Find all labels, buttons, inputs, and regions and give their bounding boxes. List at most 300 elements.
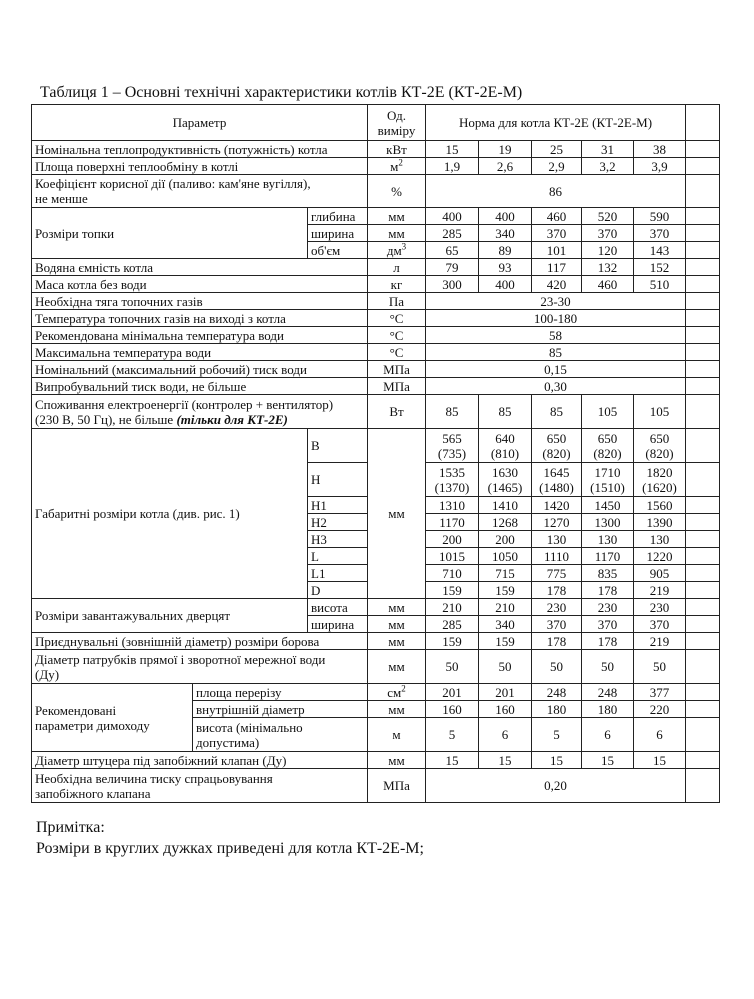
value-text: 2,9 xyxy=(548,158,565,174)
value-cell xyxy=(634,463,686,497)
value-text: 178 xyxy=(546,582,567,598)
param-label-text: Номінальна теплопродуктивність (потужність) котла xyxy=(35,141,328,157)
unit-cell xyxy=(368,158,426,175)
value-text: 100-180 xyxy=(533,310,578,326)
value-cell xyxy=(479,463,532,497)
value-cell xyxy=(582,565,634,582)
value-cell xyxy=(532,633,582,650)
param-label xyxy=(32,327,368,344)
value-text: 300 xyxy=(442,276,462,292)
row-mass xyxy=(32,276,720,293)
unit-cell xyxy=(368,276,426,293)
value-text: 89 xyxy=(498,242,512,258)
value-cell xyxy=(582,242,634,259)
value-text: 835 xyxy=(597,565,618,581)
value-text: 1170 xyxy=(439,514,465,530)
value-text: 152 xyxy=(649,259,670,275)
value-cell xyxy=(582,208,634,225)
blank-cell xyxy=(686,752,720,769)
blank-cell xyxy=(686,276,720,293)
value-cell xyxy=(634,225,686,242)
param-label-emphasis: (тільки для КТ-2Е) xyxy=(176,411,288,427)
blank-cell xyxy=(686,259,720,276)
param-label xyxy=(32,429,308,599)
value-text: 132 xyxy=(597,259,618,275)
sub-label-text: ширина xyxy=(311,225,355,241)
value-cell xyxy=(426,514,479,531)
value-text: 178 xyxy=(597,582,618,598)
value-text: 1270 xyxy=(543,514,570,530)
value-cell xyxy=(532,141,582,158)
dim-letter xyxy=(308,497,368,514)
param-label xyxy=(32,175,368,208)
row-area xyxy=(32,158,720,175)
blank-cell xyxy=(686,514,720,531)
value-text: 285 xyxy=(442,225,462,241)
value-cell xyxy=(426,463,479,497)
unit-cell xyxy=(368,752,426,769)
param-label-line1: Коефіцієнт корисної дії (паливо: кам'яне вугілля), xyxy=(35,176,311,191)
value-cell xyxy=(582,701,634,718)
blank-cell xyxy=(686,531,720,548)
value-cell xyxy=(532,701,582,718)
value-cell xyxy=(582,158,634,175)
value-text: 50 xyxy=(550,659,563,674)
value-cell xyxy=(582,225,634,242)
unit-cell xyxy=(368,361,426,378)
value-cell-merged xyxy=(426,361,686,378)
value-text: 180 xyxy=(546,701,567,717)
value-text: 50 xyxy=(498,659,512,674)
blank-cell xyxy=(686,361,720,378)
value-alt: (735) xyxy=(437,445,467,461)
value-cell xyxy=(634,497,686,514)
value-cell xyxy=(582,514,634,531)
value-text: 230 xyxy=(597,599,618,615)
value-text: 1450 xyxy=(594,497,621,513)
row-pipes xyxy=(32,650,720,684)
note-title: Примітка: xyxy=(36,819,105,836)
value-cell xyxy=(634,141,686,158)
value-cell xyxy=(426,259,479,276)
value-text: 15 xyxy=(445,752,459,768)
value-cell xyxy=(479,633,532,650)
value-cell xyxy=(479,276,532,293)
sub-label-text: площа перерізу xyxy=(196,684,282,700)
unit-cell xyxy=(368,208,426,225)
blank-cell xyxy=(686,633,720,650)
unit-text: мм xyxy=(388,633,405,649)
unit-cell xyxy=(368,599,426,616)
value-cell xyxy=(479,718,532,752)
value-text: 1170 xyxy=(594,548,621,564)
value-cell xyxy=(634,514,686,531)
value-main: 1710 xyxy=(594,464,621,480)
sub-label xyxy=(308,616,368,633)
value-cell xyxy=(582,616,634,633)
param-label-text: Діаметр штуцера під запобіжний клапан (Ду) xyxy=(35,752,287,768)
row-maxwater xyxy=(32,344,720,361)
sub-label xyxy=(308,599,368,616)
blank-cell xyxy=(686,599,720,616)
unit-cell xyxy=(368,429,426,599)
unit-cell xyxy=(368,259,426,276)
row-draft xyxy=(32,293,720,310)
note xyxy=(36,817,424,859)
unit-text: МПа xyxy=(383,778,410,793)
param-label-line2: не менше xyxy=(35,191,88,206)
value-text: 400 xyxy=(495,208,515,224)
value-main: 565 xyxy=(442,430,462,446)
row-water xyxy=(32,259,720,276)
header-norm xyxy=(426,105,686,141)
value-text: 143 xyxy=(649,242,670,258)
param-label-line1: Рекомендовані xyxy=(35,702,117,718)
unit-text: мм xyxy=(388,225,405,241)
value-cell xyxy=(634,582,686,599)
value-cell xyxy=(426,633,479,650)
value-text: 31 xyxy=(601,141,614,157)
value-text: 200 xyxy=(495,531,515,547)
value-cell xyxy=(532,684,582,701)
unit-cell xyxy=(368,310,426,327)
value-alt: (1620) xyxy=(642,479,677,495)
value-cell xyxy=(532,158,582,175)
value-cell xyxy=(634,684,686,701)
value-text: 15 xyxy=(601,752,614,768)
value-text: 130 xyxy=(546,531,567,547)
unit-text: мм xyxy=(388,208,405,224)
value-cell xyxy=(479,582,532,599)
value-cell xyxy=(479,158,532,175)
value-text: 0,20 xyxy=(544,778,567,793)
param-label-text: Температура топочних газів на виході з котла xyxy=(35,310,286,326)
value-text: 230 xyxy=(649,599,670,615)
row-valve-pressure xyxy=(32,769,720,803)
value-cell xyxy=(634,531,686,548)
value-cell xyxy=(634,548,686,565)
value-alt: (1480) xyxy=(539,479,574,495)
param-label xyxy=(32,310,368,327)
dim-letter-text: Н1 xyxy=(311,497,327,513)
value-cell xyxy=(582,548,634,565)
unit-cell xyxy=(368,327,426,344)
row-furnace-depth xyxy=(32,208,720,225)
dim-letter xyxy=(308,463,368,497)
dim-letter-text: L1 xyxy=(311,565,326,581)
blank-cell xyxy=(686,293,720,310)
value-text: 3,9 xyxy=(651,158,668,174)
value-text: 15 xyxy=(445,141,459,157)
blank-cell xyxy=(686,378,720,395)
unit-superscript: 2 xyxy=(401,683,406,694)
value-alt: (1465) xyxy=(487,479,523,495)
value-cell xyxy=(532,395,582,429)
value-text: 520 xyxy=(597,208,618,224)
value-alt: (810) xyxy=(490,445,520,461)
unit-text: л xyxy=(393,259,400,275)
value-text: 85 xyxy=(445,404,459,419)
param-label xyxy=(32,378,368,395)
value-cell xyxy=(532,616,582,633)
value-cell xyxy=(634,718,686,752)
value-text: 160 xyxy=(495,701,515,717)
value-cell xyxy=(426,225,479,242)
blank-cell xyxy=(686,616,720,633)
value-cell xyxy=(479,684,532,701)
value-text: 5 xyxy=(553,727,560,742)
value-text: 370 xyxy=(649,225,670,241)
value-cell xyxy=(479,242,532,259)
value-cell xyxy=(582,463,634,497)
value-text: 1268 xyxy=(492,514,518,530)
row-doors-height xyxy=(32,599,720,616)
value-text: 180 xyxy=(597,701,618,717)
unit-cell xyxy=(368,650,426,684)
param-label-line1: Споживання електроенергії (контролер + вентилятор) xyxy=(35,396,334,412)
value-cell xyxy=(479,429,532,463)
value-text: 50 xyxy=(445,659,459,674)
dim-letter-text: В xyxy=(311,438,320,453)
blank-cell xyxy=(686,582,720,599)
sub-label xyxy=(308,225,368,242)
unit-cell xyxy=(368,769,426,803)
value-cell xyxy=(532,565,582,582)
value-text: 130 xyxy=(649,531,670,547)
value-text: 85 xyxy=(549,344,562,360)
blank-cell xyxy=(686,225,720,242)
param-label xyxy=(32,276,368,293)
unit-text: МПа xyxy=(383,361,410,377)
value-cell xyxy=(426,531,479,548)
unit-cell xyxy=(368,141,426,158)
value-text: 85 xyxy=(550,404,563,419)
value-cell xyxy=(426,141,479,158)
unit-text: Па xyxy=(388,293,405,309)
value-cell xyxy=(426,548,479,565)
value-cell xyxy=(582,497,634,514)
value-text: 340 xyxy=(495,225,515,241)
param-label-text: Рекомендована мінімальна температура води xyxy=(35,327,284,343)
value-text: 159 xyxy=(442,633,462,649)
param-label-text: Максимальна температура води xyxy=(35,344,212,360)
value-text: 15 xyxy=(498,752,512,768)
value-cell xyxy=(582,259,634,276)
blank-cell xyxy=(686,158,720,175)
unit-text: мм xyxy=(388,599,405,615)
value-alt: (1510) xyxy=(590,479,625,495)
value-text: 510 xyxy=(649,276,670,292)
unit-text: см xyxy=(387,684,402,700)
param-label xyxy=(32,141,368,158)
value-text: 5 xyxy=(448,727,456,742)
sub-label-text: висота xyxy=(311,599,348,615)
value-cell-merged xyxy=(426,175,686,208)
value-cell-merged xyxy=(426,327,686,344)
unit-text: м xyxy=(390,158,399,174)
blank-cell xyxy=(686,769,720,803)
value-cell xyxy=(479,650,532,684)
value-text: 1015 xyxy=(439,548,465,564)
value-cell xyxy=(426,242,479,259)
blank-cell xyxy=(686,242,720,259)
value-cell xyxy=(426,429,479,463)
value-text: 15 xyxy=(550,752,563,768)
unit-cell xyxy=(368,225,426,242)
value-text: 0,30 xyxy=(544,378,567,394)
dim-letter xyxy=(308,531,368,548)
blank-cell xyxy=(686,565,720,582)
unit-cell xyxy=(368,684,426,701)
row-power xyxy=(32,141,720,158)
value-text: 460 xyxy=(546,208,567,224)
row-power-consumption xyxy=(32,395,720,429)
value-text: 210 xyxy=(495,599,515,615)
value-text: 200 xyxy=(442,531,462,547)
value-alt: (820) xyxy=(542,445,571,461)
param-label-line1: Необхідна величина тиску спрацьовування xyxy=(35,770,273,786)
value-alt: (1370) xyxy=(434,479,470,495)
unit-text: мм xyxy=(388,701,405,717)
value-cell xyxy=(479,616,532,633)
dim-letter xyxy=(308,582,368,599)
value-cell xyxy=(426,701,479,718)
value-cell xyxy=(582,531,634,548)
unit-text: мм xyxy=(388,659,405,674)
value-cell xyxy=(426,616,479,633)
param-label xyxy=(32,633,368,650)
value-text: 1560 xyxy=(646,497,673,513)
param-label xyxy=(32,752,368,769)
value-cell xyxy=(532,548,582,565)
unit-text: м xyxy=(392,727,401,742)
param-label xyxy=(32,684,193,752)
param-label-text: Випробувальний тиск води, не більше xyxy=(35,378,247,394)
value-text: 710 xyxy=(442,565,462,581)
value-text: 15 xyxy=(653,752,666,768)
value-text: 159 xyxy=(495,633,515,649)
value-text: 370 xyxy=(597,225,618,241)
value-text: 201 xyxy=(495,684,515,700)
param-label-line2: (230 В, 50 Гц), не більше xyxy=(35,411,177,427)
value-cell xyxy=(426,599,479,616)
blank-cell xyxy=(686,463,720,497)
value-cell xyxy=(426,582,479,599)
blank-cell xyxy=(686,105,720,141)
sub-label-text: глибина xyxy=(311,208,356,224)
param-label-line2: (Ду) xyxy=(35,666,60,682)
value-cell xyxy=(582,752,634,769)
sub-label xyxy=(308,242,368,259)
param-label-text: Водяна ємність котла xyxy=(35,259,153,275)
value-text: 1310 xyxy=(439,497,465,513)
value-cell xyxy=(634,701,686,718)
blank-cell xyxy=(686,718,720,752)
value-text: 248 xyxy=(597,684,618,700)
param-label xyxy=(32,361,368,378)
unit-cell xyxy=(368,293,426,310)
unit-text: мм xyxy=(388,506,405,521)
value-cell xyxy=(532,599,582,616)
param-label xyxy=(32,344,368,361)
value-cell xyxy=(582,650,634,684)
value-cell xyxy=(426,158,479,175)
value-text: 19 xyxy=(498,141,512,157)
value-cell xyxy=(582,684,634,701)
value-text: 105 xyxy=(649,404,670,419)
dim-letter-text: Н xyxy=(311,472,321,487)
value-text: 370 xyxy=(597,616,618,632)
value-text: 905 xyxy=(649,565,670,581)
value-cell xyxy=(582,718,634,752)
value-cell xyxy=(634,616,686,633)
value-cell xyxy=(479,514,532,531)
value-text: 159 xyxy=(442,582,462,598)
value-cell xyxy=(426,497,479,514)
value-cell xyxy=(634,276,686,293)
param-label-line2: запобіжного клапана xyxy=(35,785,151,801)
unit-text: МПа xyxy=(383,378,410,394)
unit-superscript: 2 xyxy=(398,157,403,168)
value-main: 1630 xyxy=(492,464,518,480)
value-text: 460 xyxy=(597,276,618,292)
value-cell xyxy=(479,225,532,242)
value-text: 248 xyxy=(546,684,567,700)
unit-text: °С xyxy=(389,327,404,343)
unit-text: % xyxy=(391,183,402,199)
unit-cell xyxy=(368,378,426,395)
value-text: 105 xyxy=(597,404,618,419)
value-text: 58 xyxy=(549,327,562,343)
value-main: 640 xyxy=(495,430,515,446)
dim-letter xyxy=(308,565,368,582)
value-cell xyxy=(532,208,582,225)
value-text: 715 xyxy=(495,565,515,581)
value-cell-merged xyxy=(426,293,686,310)
dim-letter-text: L xyxy=(311,548,319,564)
value-cell xyxy=(634,395,686,429)
dim-letter xyxy=(308,514,368,531)
param-label-text: Площа поверхні теплообміну в котлі xyxy=(35,158,239,174)
value-text: 210 xyxy=(442,599,462,615)
unit-text: кВт xyxy=(386,141,407,157)
value-cell xyxy=(479,531,532,548)
value-cell xyxy=(479,208,532,225)
value-cell xyxy=(634,259,686,276)
value-alt: (820) xyxy=(645,445,674,461)
value-cell xyxy=(634,565,686,582)
value-cell-merged xyxy=(426,310,686,327)
dim-letter-text: Н3 xyxy=(311,531,327,547)
value-main: 1820 xyxy=(646,464,673,480)
blank-cell xyxy=(686,548,720,565)
value-text: 3,2 xyxy=(599,158,616,174)
value-text: 1220 xyxy=(646,548,673,564)
header-param xyxy=(32,105,368,141)
value-text: 6 xyxy=(501,727,509,742)
value-cell xyxy=(426,718,479,752)
blank-cell xyxy=(686,497,720,514)
blank-cell xyxy=(686,650,720,684)
value-cell-merged xyxy=(426,769,686,803)
value-cell xyxy=(634,650,686,684)
value-text: 2,6 xyxy=(496,158,514,174)
value-cell xyxy=(479,548,532,565)
param-label-text: Приєднувальні (зовнішній діаметр) розміри борова xyxy=(35,633,320,649)
value-text: 23-30 xyxy=(540,293,571,309)
param-label-text: Маса котла без води xyxy=(35,276,147,292)
value-main: 650 xyxy=(597,430,618,446)
